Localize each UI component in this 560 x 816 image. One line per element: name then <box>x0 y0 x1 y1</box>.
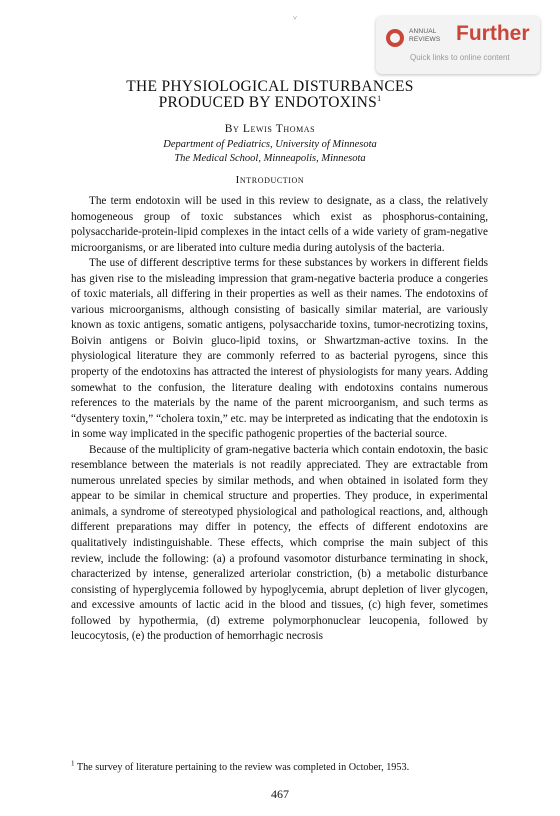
further-banner[interactable] <box>376 16 540 74</box>
banner-subtitle: Quick links to online content <box>410 53 510 62</box>
page-number: 467 <box>271 787 289 801</box>
article-title <box>60 79 480 111</box>
title-line-1: THE PHYSIOLOGICAL DISTURBANCES <box>126 78 414 95</box>
paragraph-2: The use of different descriptive terms for these substances by workers in different fields has given rise to the misleading impression that gram-negative bacteria produce a congeries of toxic materials, all differing in their properties as well as their names. The endotoxins of various microorganisms, although consisting of basically similar material, are variously known as toxic antigens, somatic antigens, polysaccharide toxins, tumor-necrotizing toxins, Boivin antigens or Boivin gluco-lipid toxins, or Shwartzman-active toxins. In the physiological literature they are commonly referred to as bacterial pyrogens, since this property of the endotoxins has attracted the interest of physiologists for many years. Adding somewhat to the confusion, the literature dealing with endotoxins contains numerous references to the materials by the name of the parent microorganism, and such terms as “dysentery toxin,” “cholera toxin,” etc. may be interpreted as indicating that the endotoxin is in some way implicated in the specific pathogenic properties of the bacterial source. <box>71 257 488 441</box>
title-line-2 <box>60 95 480 111</box>
footnote-mark: 1 <box>71 759 75 768</box>
affiliation-line-2: The Medical School, Minneapolis, Minnesota <box>174 153 366 164</box>
paragraph-3: Because of the multiplicity of gram-negative bacteria which contain endotoxin, the basic resemblance between the materials is not readily appreciated. They are extractable from numerous unrelated species by similar methods, and when obtained in isolated form they appear to be similar in chemical structure and properties. They produce, in experimental animals, a syndrome of stereotyped physiological and pathological reactions, and, although different preparations may differ in potency, the effects of different endotoxins are qualitatively indistinguishable. These effects, which comprise the main subject of this review, include the following: (a) a profound vasomotor disturbance terminating in shock, characterized by intense, generalized arteriolar constriction, (b) a metabolic disturbance consisting of hyperglycemia followed by hypoglycemia, abrupt depletion of liver glycogen, and excessive amounts of lactic acid in the blood and tissues, (c) high fever, sometimes followed by hypothermia, (d) extreme polymorphonuclear leucopenia, followed by leucocytosis, (e) the production of hemorrhagic necrosis <box>71 443 488 643</box>
author: By Lewis Thomas <box>224 123 316 135</box>
paragraph-1: The term endotoxin will be used in this review to designate, as a class, the relatively homogeneous group of toxic substances which exist as phosphorus-containing, polysaccharide-protein-lipid complexes in the intact cells of a wide variety of gram-negative microorganisms, or are liberated into culture media during autolysis of the bacteria. <box>71 195 488 254</box>
affiliation-line-1: Department of Pediatrics, University of Minnesota <box>163 139 377 150</box>
section-heading: Introduction <box>235 174 305 186</box>
banner-annual-reviews: ANNUAL REVIEWS <box>409 28 441 43</box>
title-footnote-mark: 1 <box>377 93 382 103</box>
annual-reviews-logo-icon <box>386 29 404 47</box>
banner-further-label: Further <box>456 22 530 45</box>
article-body <box>71 194 488 645</box>
header-mark: ˅ <box>293 14 297 22</box>
footnote <box>71 759 491 774</box>
title-line-2-text: PRODUCED BY ENDOTOXINS <box>158 94 378 111</box>
footnote-text: The survey of literature pertaining to the review was completed in October, 1953. <box>74 762 410 773</box>
affiliation <box>60 138 480 166</box>
